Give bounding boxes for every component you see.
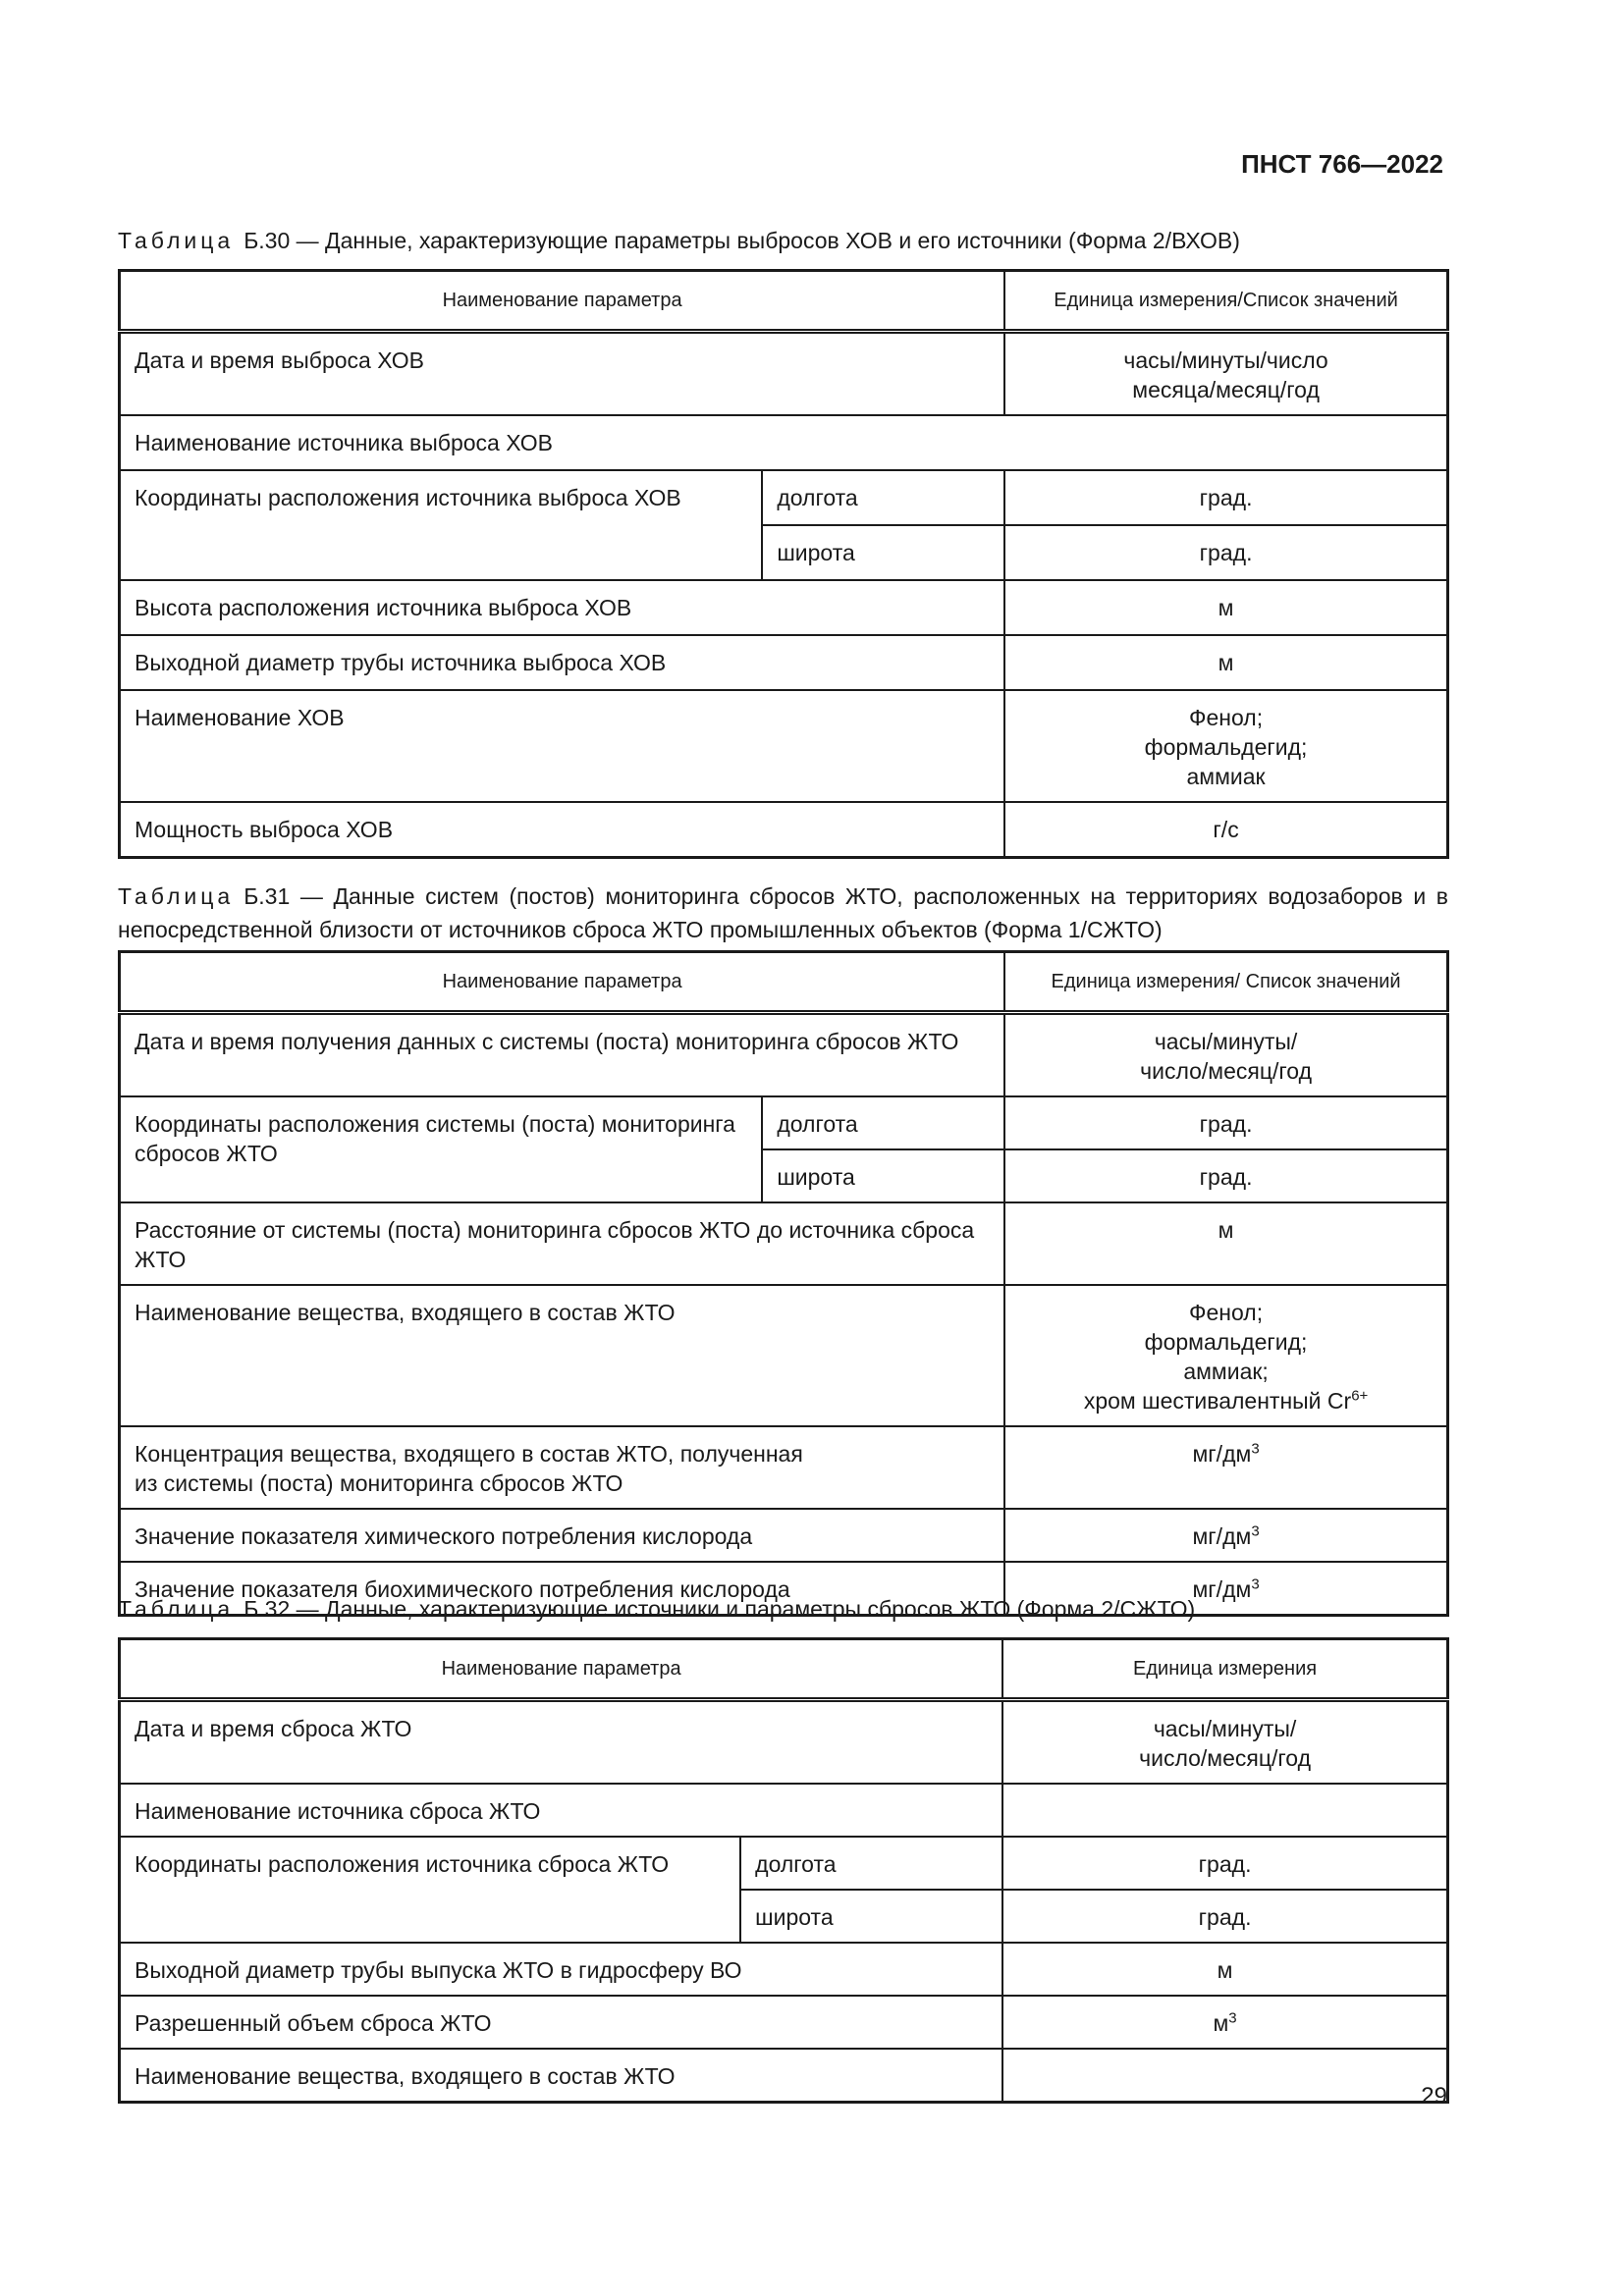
unit-cell: $мг/дм^3$	[1004, 1562, 1447, 1616]
unit-cell: Фенол; формальдегид; аммиак; хром шестивалентный $Cr^{6+}$	[1004, 1285, 1447, 1426]
unit-cell	[1002, 2049, 1447, 2103]
caption-label: Таблица	[118, 883, 235, 909]
param-cell: Высота расположения источника выброса ХОВ	[120, 580, 1005, 635]
sub-param-cell: широта	[740, 1890, 1002, 1943]
header-parameter: Наименование параметра	[120, 1639, 1003, 1700]
unit-cell: м	[1004, 635, 1447, 690]
unit-cell: м	[1002, 1943, 1447, 1996]
table-b32-caption	[118, 1592, 1448, 1626]
param-cell: Значение показателя биохимического потребления кислорода	[120, 1562, 1005, 1616]
header-unit: Единица измерения/ Список значений	[1004, 952, 1447, 1013]
table-row	[120, 470, 1448, 525]
param-cell: Концентрация вещества, входящего в состав ЖТО, полученная из системы (поста) мониторинга сбросов ЖТО	[120, 1426, 1005, 1509]
unit-cell: Фенол; формальдегид; аммиак	[1004, 690, 1447, 802]
header-unit: Единица измерения	[1002, 1639, 1447, 1700]
table-b30-caption	[118, 224, 1448, 257]
unit-cell: град.	[1004, 1149, 1447, 1202]
param-cell: Разрешенный объем сброса ЖТО	[120, 1996, 1003, 2049]
table-b31-caption	[118, 880, 1448, 946]
table-row	[120, 1285, 1448, 1426]
header-unit: Единица измерения/Список значений	[1004, 271, 1447, 332]
table-header	[120, 271, 1448, 332]
table-header	[120, 1639, 1448, 1700]
unit-cell: часы/минуты/число месяца/месяц/год	[1004, 332, 1447, 416]
param-cell: Мощность выброса ХОВ	[120, 802, 1005, 857]
param-cell: Дата и время сброса ЖТО	[120, 1700, 1003, 1785]
param-cell: Значение показателя химического потребления кислорода	[120, 1509, 1005, 1562]
table-row	[120, 1509, 1448, 1562]
param-cell: Наименование ХОВ	[120, 690, 1005, 802]
table-row	[120, 1700, 1448, 1785]
unit-cell: град.	[1004, 1096, 1447, 1149]
sub-param-cell: долгота	[762, 1096, 1004, 1149]
param-cell: Координаты расположения системы (поста) мониторинга сбросов ЖТО	[120, 1096, 763, 1202]
unit-cell: часы/минуты/ число/месяц/год	[1002, 1700, 1447, 1785]
unit-cell: град.	[1004, 525, 1447, 580]
caption-text: Б.32 — Данные, характеризующие источники и параметры сбросов ЖТО (Форма 2/СЖТО)	[244, 1596, 1196, 1622]
param-cell: Координаты расположения источника выброса ХОВ	[120, 470, 763, 580]
caption-label: Таблица	[118, 1596, 235, 1622]
param-cell: Координаты расположения источника сброса ЖТО	[120, 1837, 741, 1943]
table-row	[120, 415, 1448, 470]
table-header	[120, 952, 1448, 1013]
param-cell: Наименование источника выброса ХОВ	[120, 415, 1448, 470]
param-cell: Дата и время выброса ХОВ	[120, 332, 1005, 416]
header-parameter: Наименование параметра	[120, 952, 1005, 1013]
unit-cell: град.	[1002, 1837, 1447, 1890]
param-cell: Наименование вещества, входящего в состав ЖТО	[120, 2049, 1003, 2103]
document-code: ПНСТ 766—2022	[1241, 149, 1443, 179]
table-row	[120, 1013, 1448, 1097]
table-row	[120, 1943, 1448, 1996]
table-b32	[118, 1637, 1449, 2104]
sub-param-cell: широта	[762, 1149, 1004, 1202]
table-row	[120, 1784, 1448, 1837]
unit-cell: $мг/дм^3$	[1004, 1426, 1447, 1509]
unit-cell: часы/минуты/ число/месяц/год	[1004, 1013, 1447, 1097]
page-number: 29	[1421, 2083, 1447, 2109]
unit-cell: г/с	[1004, 802, 1447, 857]
caption-label: Таблица	[118, 228, 235, 253]
param-cell: Выходной диаметр трубы источника выброса ХОВ	[120, 635, 1005, 690]
param-cell: Расстояние от системы (поста) мониторинга сбросов ЖТО до источника сброса ЖТО	[120, 1202, 1005, 1285]
unit-cell: $мг/дм^3$	[1004, 1509, 1447, 1562]
table-row	[120, 690, 1448, 802]
caption-text: Б.31 — Данные систем (постов) мониторинга сбросов ЖТО, расположенных на территориях водозаборов и в непосредственной близости от источников сброса ЖТО промышленных объектов (Форма 1/СЖТО)	[118, 883, 1448, 942]
param-cell: Наименование источника сброса ЖТО	[120, 1784, 1003, 1837]
caption-text: Б.30 — Данные, характеризующие параметры выбросов ХОВ и его источники (Форма 2/ВХОВ)	[244, 228, 1240, 253]
table-row	[120, 1202, 1448, 1285]
param-cell: Наименование вещества, входящего в состав ЖТО	[120, 1285, 1005, 1426]
table-row	[120, 802, 1448, 857]
table-row	[120, 332, 1448, 416]
table-b31	[118, 950, 1449, 1617]
unit-cell	[1002, 1784, 1447, 1837]
table-row	[120, 1837, 1448, 1890]
unit-cell: м	[1004, 1202, 1447, 1285]
unit-cell: град.	[1002, 1890, 1447, 1943]
param-cell: Выходной диаметр трубы выпуска ЖТО в гидросферу ВО	[120, 1943, 1003, 1996]
table-row	[120, 1996, 1448, 2049]
sub-param-cell: долгота	[740, 1837, 1002, 1890]
table-row	[120, 1096, 1448, 1149]
sub-param-cell: долгота	[762, 470, 1004, 525]
table-b30	[118, 269, 1449, 859]
param-cell: Дата и время получения данных с системы (поста) мониторинга сбросов ЖТО	[120, 1013, 1005, 1097]
table-row	[120, 635, 1448, 690]
unit-cell: град.	[1004, 470, 1447, 525]
table-row	[120, 580, 1448, 635]
table-row	[120, 2049, 1448, 2103]
unit-cell: $м^3$	[1002, 1996, 1447, 2049]
sub-param-cell: широта	[762, 525, 1004, 580]
header-parameter: Наименование параметра	[120, 271, 1005, 332]
unit-cell: м	[1004, 580, 1447, 635]
table-row	[120, 1426, 1448, 1509]
